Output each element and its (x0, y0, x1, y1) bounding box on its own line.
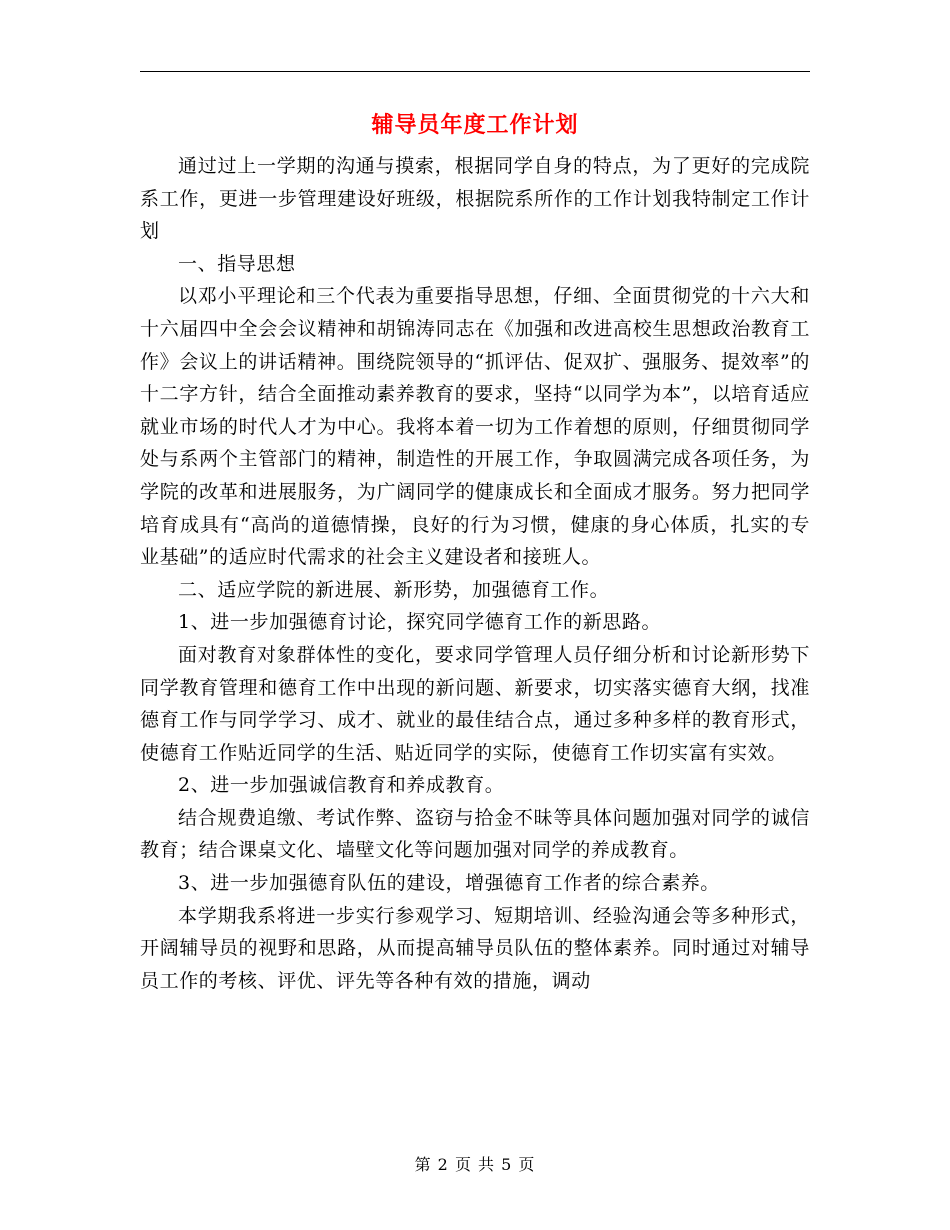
paragraph-team-building: 本学期我系将进一步实行参观学习、短期培训、经验沟通会等多种形式，开阔辅导员的视野和思路，从而提高辅导员队伍的整体素养。同时通过对辅导员工作的考核、评优、评先等各种有效的措施，调动 (140, 904, 810, 992)
paragraph-integrity-education: 结合规费追缴、考试作弊、盗窃与拾金不昧等具体问题加强对同学的诚信教育；结合课桌文化、墙壁文化等问题加强对同学的养成教育。 (140, 806, 810, 862)
page-number-footer: 第 2 页 共 5 页 (414, 1155, 536, 1174)
document-body (140, 150, 810, 997)
subheading-team-building: 3、进一步加强德育队伍的建设，增强德育工作者的综合素养。 (178, 872, 720, 895)
document-title: 辅导员年度工作计划 (371, 112, 579, 138)
section-heading-moral-education: 二、适应学院的新进展、新形势，加强德育工作。 (178, 578, 610, 601)
section-heading-guiding-ideology: 一、指导思想 (178, 252, 296, 275)
subheading-moral-research: 1、进一步加强德育讨论，探究同学德育工作的新思路。 (178, 611, 662, 634)
paragraph-intro: 通过过上一学期的沟通与摸索，根据同学自身的特点，为了更好的完成院系工作，更进一步管理建设好班级，根据院系所作的工作计划我特制定工作计划 (140, 155, 810, 243)
paragraph-guiding-ideology: 以邓小平理论和三个代表为重要指导思想，仔细、全面贯彻党的十六大和十六届四中全会会议精神和胡锦涛同志在《加强和改进高校生思想政治教育工作》会议上的讲话精神。围绕院领导的“抓评估、促双扩、强服务、提效率”的十二字方针，结合全面推动素养教育的要求，坚持“以同学为本”，以培育适应就业市场的时代人才为中心。我将本着一切为工作着想的原则，仔细贯彻同学处与系两个主管部门的精神，制造性的开展工作，争取圆满完成各项任务，为学院的改革和进展服务，为广阔同学的健康成长和全面成才服务。努力把同学培育成具有“高尚的道德情操，良好的行为习惯，健康的身心体质，扎实的专业基础”的适应时代需求的社会主义建设者和接班人。 (140, 285, 810, 569)
subheading-integrity-education: 2、进一步加强诚信教育和养成教育。 (178, 774, 505, 797)
paragraph-moral-research: 面对教育对象群体性的变化，要求同学管理人员仔细分析和讨论新形势下同学教育管理和德育工作中出现的新问题、新要求，切实落实德育大纲，找准德育工作与同学学习、成才、就业的最佳结合点，通过多种多样的教育形式，使德育工作贴近同学的生活、贴近同学的实际，使德育工作切实富有实效。 (140, 643, 810, 764)
header-rule (140, 71, 810, 72)
